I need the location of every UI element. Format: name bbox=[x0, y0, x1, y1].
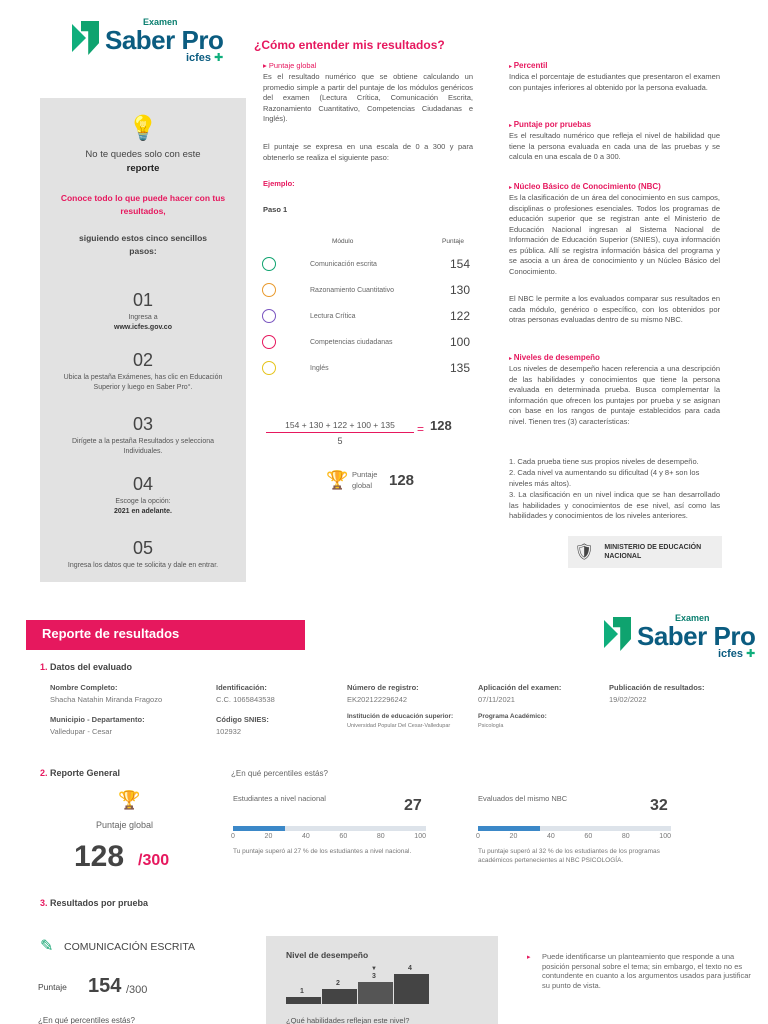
level-bar-4 bbox=[394, 974, 430, 1004]
field-label: Nombre Completo: bbox=[50, 683, 118, 692]
logo2-examen: Examen bbox=[675, 613, 710, 623]
nat-text: Tu puntaje superó al 27 % de los estudiantes a nivel nacional. bbox=[233, 848, 412, 855]
field bbox=[347, 713, 475, 729]
field-label: Número de registro: bbox=[347, 683, 419, 692]
tick-label: 20 bbox=[264, 833, 273, 840]
globe-icon bbox=[262, 335, 276, 349]
perc-head: ▸ Percentil bbox=[509, 61, 547, 70]
pg-max: /300 bbox=[138, 852, 170, 869]
field-value: Psicología bbox=[478, 723, 504, 729]
field-label: Municipio - Departamento: bbox=[50, 715, 145, 724]
nat-value: 27 bbox=[404, 797, 422, 814]
module-row bbox=[262, 277, 474, 303]
field-value: 07/11/2021 bbox=[478, 695, 515, 704]
col-score: Puntaje bbox=[442, 238, 465, 245]
pg-head: ▸ Puntaje global bbox=[263, 61, 317, 70]
step-number: 04 bbox=[132, 474, 154, 494]
panel-line2: reporte bbox=[126, 163, 160, 174]
field-value: C.C. 1065843538 bbox=[216, 695, 275, 704]
paso-label: Paso 1 bbox=[263, 205, 288, 214]
step-bold: 2021 en adelante. bbox=[114, 508, 172, 515]
field bbox=[216, 683, 366, 704]
field-value: EK202122296242 bbox=[347, 695, 408, 704]
nbc-text2: El NBC le permite a los evaluados comparar sus resultados en cada módulo, genérico o específico, con los obtenidos por otras personas evaluadas dentro de su mismo NBC. bbox=[509, 294, 720, 324]
field-label: Aplicación del examen: bbox=[478, 683, 562, 692]
field-value: 102932 bbox=[216, 727, 242, 736]
step-text: Ubica la pestaña Exámenes, has clic en Educación Superior y luego en Saber Pro°. bbox=[63, 374, 223, 391]
field bbox=[347, 683, 497, 704]
trophy-icon-2: 🏆 bbox=[118, 790, 141, 810]
nbc-text: Tu puntaje superó al 32 % de los estudiantes de los programas académicos pertenecientes al NBC PSICOLOGÍA. bbox=[478, 848, 660, 864]
level-label: 3 bbox=[372, 973, 376, 980]
level-bar-2 bbox=[322, 989, 358, 1004]
perc-question: ¿En qué percentiles estás? bbox=[231, 769, 328, 778]
ce-title: COMUNICACIÓN ESCRITA bbox=[64, 941, 196, 953]
tick-label: 40 bbox=[301, 833, 310, 840]
nd-item3: 3. La clasificación en un nivel indica que se han desarrollado las habilidades y conocimientos de ese nivel, así como las habilidades y conocimientos de los niveles anteriores. bbox=[509, 490, 720, 520]
module-score: 130 bbox=[449, 283, 470, 297]
pg-value: 128 bbox=[74, 840, 125, 873]
pencil-icon bbox=[262, 257, 276, 271]
nd-text: Los niveles de desempeño hacen referencia a una descripción de las habilidades y conocimientos que tiene la persona evaluada en determinada prueba. Busca complementar la información que ofrecen los puntajes por prueba y se asignan con base en los rangos de puntaje establecidos para cada nivel. Tienen tres (3) características: bbox=[509, 364, 720, 426]
tick-label: 60 bbox=[339, 833, 348, 840]
trophy-icon: 🏆 bbox=[326, 470, 349, 490]
field-value: 19/02/2022 bbox=[609, 695, 647, 704]
field-label: Código SNIES: bbox=[216, 715, 269, 724]
module-score: 100 bbox=[449, 335, 470, 349]
nbc-value: 32 bbox=[650, 797, 668, 814]
nbc-label: Evaluados del mismo NBC bbox=[478, 794, 568, 803]
step-1 bbox=[40, 290, 246, 333]
nat-bar-fill bbox=[233, 826, 285, 831]
formula-num: 154 + 130 + 122 + 100 + 135 bbox=[266, 420, 414, 433]
pt-value: 154 bbox=[88, 975, 122, 997]
section3-title: 3. Resultados por prueba bbox=[40, 898, 149, 908]
section2-title: 2. Reporte General bbox=[40, 768, 121, 778]
nivel-desc: Puede identificarse un planteamiento que responde a una posición personal sobre el tema; sin embargo, el texto no es contundente en cuanto a los argumentos usados para justificar su punto de vista. bbox=[542, 952, 751, 990]
level-label: 2 bbox=[336, 980, 340, 987]
bullet-arrow-icon: ▸ bbox=[527, 954, 531, 961]
tick-label: 40 bbox=[546, 833, 555, 840]
pt-max: /300 bbox=[126, 984, 148, 996]
tick-label: 80 bbox=[621, 833, 630, 840]
module-name: Competencias ciudadanas bbox=[310, 338, 393, 346]
nivel-title: Nivel de desempeño bbox=[286, 950, 369, 960]
tick-label: 0 bbox=[476, 833, 480, 840]
panel-pink: Conoce todo lo que puede hacer con tus resultados, bbox=[60, 193, 226, 216]
calculator-icon bbox=[262, 283, 276, 297]
field bbox=[50, 683, 200, 704]
tick-label: 100 bbox=[414, 833, 426, 840]
module-name: Comunicación escrita bbox=[310, 260, 377, 268]
pg-label: Puntaje global bbox=[96, 820, 154, 830]
field-label: Institución de educación superior: bbox=[347, 713, 454, 720]
field-label: Identificación: bbox=[216, 683, 267, 692]
nbc-head: ▸ Núcleo Básico de Conocimiento (NBC) bbox=[509, 182, 661, 191]
nat-label: Estudiantes a nivel nacional bbox=[233, 794, 326, 803]
field-value: Valledupar - Cesar bbox=[50, 727, 112, 736]
field bbox=[216, 715, 366, 736]
step-bold: www.icfes.gov.co bbox=[114, 324, 172, 331]
nbc-text: Es la clasificación de un área del conocimiento en sus campos, disciplinas o profesiones esenciales. Todos los programas de educación superior que se registran ante el Ministerio de Educación Nacional ingresan al Sistema Nacional de Información de Educación Superior (SNIES), cuya información es pública. Allí se registra información básica del programa y se asocia a un área de conocimiento y un Núcleo Básico del Conocimiento. bbox=[509, 193, 720, 276]
nivel-panel bbox=[266, 936, 498, 1024]
step-text: Ingresa a bbox=[128, 314, 158, 321]
logo2-icfes: icfes bbox=[717, 648, 744, 660]
field-label: Programa Académico: bbox=[478, 713, 547, 720]
step-number: 03 bbox=[132, 414, 154, 434]
step-number: 01 bbox=[132, 290, 154, 310]
perc-text: Indica el porcentaje de estudiantes que presentaron el examen con puntajes inferiores al obtenido por la persona evaluada. bbox=[509, 72, 720, 92]
nivel-question: ¿Qué habilidades reflejan este nivel? bbox=[286, 1016, 410, 1024]
nat-bar bbox=[233, 826, 426, 831]
tick-label: 80 bbox=[376, 833, 385, 840]
field bbox=[478, 713, 606, 729]
module-name: Lectura Crítica bbox=[310, 312, 356, 320]
step-text: Escoge la opción: bbox=[115, 498, 171, 505]
module-name: Razonamiento Cuantitativo bbox=[310, 286, 395, 294]
logo2-saber-pro: Saber Pro bbox=[637, 621, 756, 651]
nd-item2: 2. Cada nivel va aumentando su dificultad (4 y 8+ son los niveles más altos). bbox=[509, 468, 700, 488]
logo-examen: Examen bbox=[143, 17, 178, 27]
formula-result: 128 bbox=[430, 418, 452, 433]
pp-text: Es el resultado numérico que refleja el nivel de habilidad que tiene la persona evaluada en cada una de las pruebas y se calcula en una escala de 0 a 300. bbox=[509, 131, 720, 161]
step-text: Ingresa los datos que te solicita y dale en entrar. bbox=[67, 562, 219, 569]
step-number: 05 bbox=[132, 538, 154, 558]
level-label: 4 bbox=[408, 965, 412, 972]
section1-title: 1. Datos del evaluado bbox=[40, 662, 133, 672]
perc-question-2: ¿En qué percentiles estás? bbox=[38, 1016, 135, 1024]
pg-text2: El puntaje se expresa en una escala de 0 a 300 y para obtenerlo se realiza el siguiente paso: bbox=[263, 142, 473, 162]
lightbulb-icon: 💡 bbox=[128, 115, 158, 142]
panel-line1: No te quedes solo con este bbox=[85, 149, 201, 160]
level-label: 1 bbox=[300, 988, 304, 995]
col-module: Módulo bbox=[332, 238, 354, 245]
tick-label: 60 bbox=[584, 833, 593, 840]
speech-hi-icon bbox=[262, 361, 276, 375]
current-level-marker-icon: ▼ bbox=[371, 966, 377, 972]
module-row bbox=[262, 303, 474, 329]
nbc-bar bbox=[478, 826, 671, 831]
formula-den: 5 bbox=[337, 436, 343, 446]
tick-label: 0 bbox=[231, 833, 235, 840]
field bbox=[478, 683, 628, 704]
ministerio-text: MINISTERIO DE EDUCACIÓN NACIONAL bbox=[604, 544, 702, 560]
pg-text: Es el resultado numérico que se obtiene calculando un promedio simple a partir del puntaje de los módulos genéricos del examen (Lectura Crítica, Comunicación Escrita, Razonamiento Cuantitativo, Competencias Ciudadanas e Inglés). bbox=[263, 72, 473, 123]
nbc-bar-fill bbox=[478, 826, 540, 831]
level-bar-1 bbox=[286, 997, 322, 1004]
step-3 bbox=[40, 414, 246, 457]
step-5 bbox=[40, 538, 246, 571]
pp-head: ▸ Puntaje por pruebas bbox=[509, 120, 591, 129]
pg-example-value: 128 bbox=[389, 472, 415, 489]
nat-ticks bbox=[231, 833, 426, 840]
ministerio-badge bbox=[568, 536, 722, 568]
module-row bbox=[262, 355, 474, 381]
nbc-ticks bbox=[476, 833, 671, 840]
level-bar-3 bbox=[358, 982, 394, 1004]
field bbox=[50, 715, 200, 736]
pg-example-label: Puntaje global bbox=[352, 470, 378, 490]
guide-title: ¿Cómo entender mis resultados? bbox=[254, 38, 445, 52]
tick-label: 100 bbox=[659, 833, 671, 840]
pt-label: Puntaje bbox=[38, 982, 67, 992]
saber-pro-logo: Examen Saber Pro icfes ✚ bbox=[72, 18, 223, 64]
step-4 bbox=[40, 474, 246, 517]
module-score: 154 bbox=[449, 257, 470, 271]
nd-item1: 1. Cada prueba tiene sus propios niveles de desempeño. bbox=[509, 457, 699, 466]
steps-panel bbox=[40, 98, 246, 582]
tick-label: 20 bbox=[509, 833, 518, 840]
panel-follow: siguiendo estos cinco sencillos pasos: bbox=[78, 233, 207, 256]
nd-head: ▸ Niveles de desempeño bbox=[509, 353, 600, 362]
step-number: 02 bbox=[132, 350, 154, 370]
module-name: Inglés bbox=[310, 364, 329, 372]
module-row bbox=[262, 251, 474, 277]
field-value: Universidad Popular Del Cesar-Valledupar bbox=[347, 723, 451, 729]
ejemplo-label: Ejemplo: bbox=[263, 179, 295, 188]
logo-icfes: icfes bbox=[185, 52, 212, 64]
saber-pro-logo-2: Examen Saber Pro icfes ✚ bbox=[604, 614, 755, 660]
field-value: Shacha Natahin Miranda Fragozo bbox=[50, 695, 163, 704]
module-score: 122 bbox=[449, 309, 470, 323]
report-banner: Reporte de resultados bbox=[26, 620, 305, 650]
step-text: Dirígete a la pestaña Resultados y selecciona Individuales. bbox=[71, 438, 215, 455]
formula-eq: = bbox=[417, 422, 425, 436]
logo-saber-pro: Saber Pro bbox=[105, 25, 224, 55]
step-2 bbox=[40, 350, 246, 393]
coat-of-arms-icon: 🛡 bbox=[574, 544, 595, 561]
field bbox=[609, 683, 759, 704]
book-icon bbox=[262, 309, 276, 323]
pencil-icon: ✎ bbox=[40, 938, 54, 955]
module-row bbox=[262, 329, 474, 355]
field-label: Publicación de resultados: bbox=[609, 683, 705, 692]
module-score: 135 bbox=[449, 361, 470, 375]
